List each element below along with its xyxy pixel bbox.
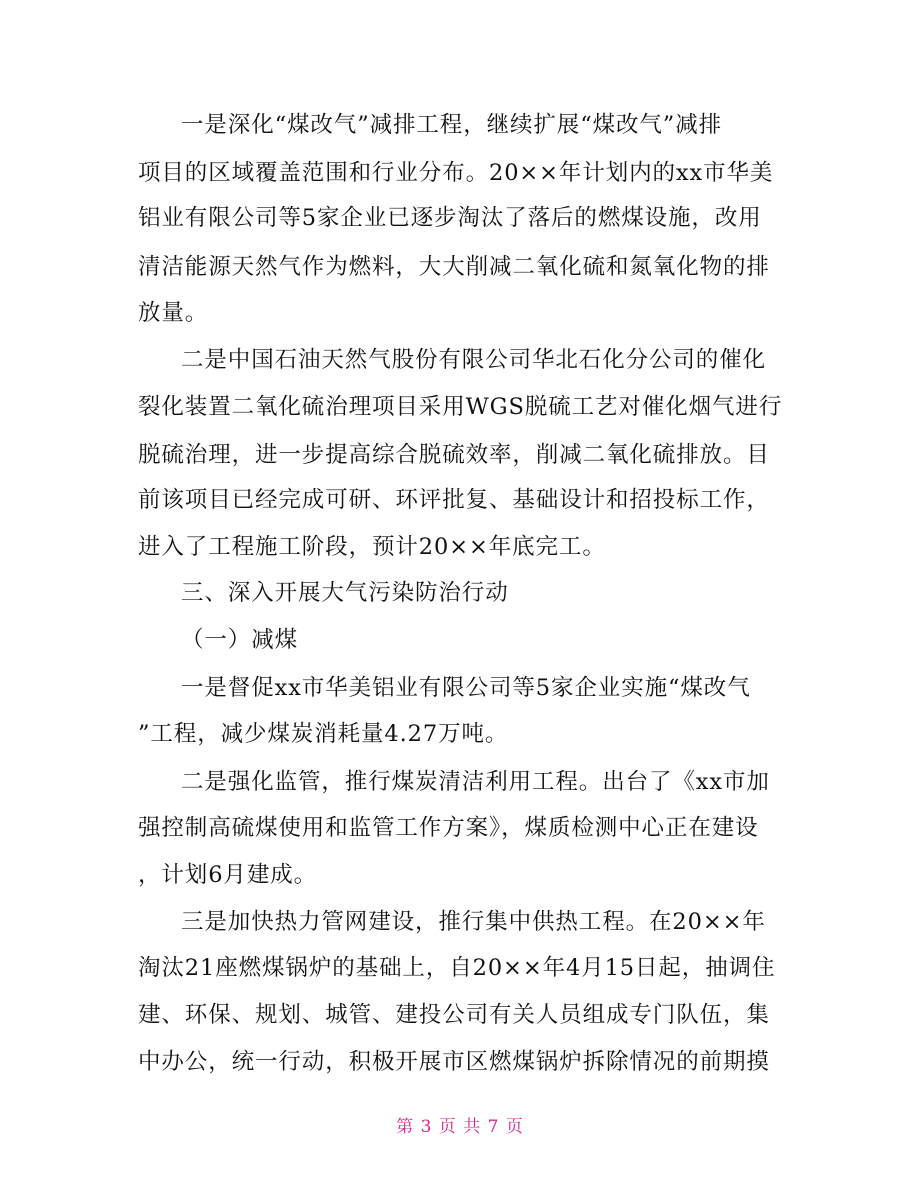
paragraph-3-line-1: 一是督促xx市华美铝业有限公司等5家企业实施“煤改气 (181, 675, 751, 701)
paragraph-2-line-5: 进入了工程施工阶段，预计20××年底完工。 (138, 534, 606, 560)
paragraph-3-line-2: ”工程，减少煤炭消耗量4.27万吨。 (138, 721, 509, 747)
paragraph-2-line-1: 二是中国石油天然气股份有限公司华北石化分公司的催化 (181, 347, 767, 373)
paragraph-4-line-1: 二是强化监管，推行煤炭清洁利用工程。出台了《xx市加 (181, 769, 770, 795)
paragraph-5-line-2: 淘汰21座燃煤锅炉的基础上，自20××年4月15日起，抽调住 (138, 955, 776, 981)
paragraph-1-line-4: 清洁能源天然气作为燃料，大大削减二氧化硫和氮氧化物的排 (138, 254, 770, 280)
page-number-footer: 第 3 页 共 7 页 (396, 1117, 524, 1137)
subsection-heading: （一）减煤 (181, 627, 299, 653)
section-heading: 三、深入开展大气污染防治行动 (181, 580, 509, 606)
paragraph-5-line-3: 建、环保、规划、城管、建投公司有关人员组成专门队伍，集 (138, 1002, 770, 1028)
paragraph-2-line-2: 裂化装置二氧化硫治理项目采用WGS脱硫工艺对催化烟气进行 (138, 394, 783, 420)
paragraph-5-line-4: 中办公，统一行动，积极开展市区燃煤锅炉拆除情况的前期摸 (138, 1049, 770, 1075)
paragraph-2-line-4: 前该项目已经完成可研、环评批复、基础设计和招投标工作， (138, 487, 770, 513)
paragraph-1-line-2: 项目的区域覆盖范围和行业分布。20××年计划内的xx市华美 (138, 160, 774, 186)
paragraph-1-line-1: 一是深化“煤改气”减排工程，继续扩展“煤改气”减排 (181, 112, 723, 138)
paragraph-1-line-3: 铝业有限公司等5家企业已逐步淘汰了落后的燃煤设施，改用 (138, 205, 762, 231)
paragraph-5-line-1: 三是加快热力管网建设，推行集中供热工程。在20××年 (181, 909, 766, 935)
paragraph-4-line-3: ，计划6月建成。 (138, 862, 318, 888)
paragraph-4-line-2: 强控制高硫煤使用和监管工作方案》，煤质检测中心正在建设 (138, 815, 759, 841)
paragraph-2-line-3: 脱硫治理，进一步提高综合脱硫效率，削减二氧化硫排放。目 (138, 442, 770, 468)
paragraph-1-line-5: 放量。 (138, 300, 209, 326)
